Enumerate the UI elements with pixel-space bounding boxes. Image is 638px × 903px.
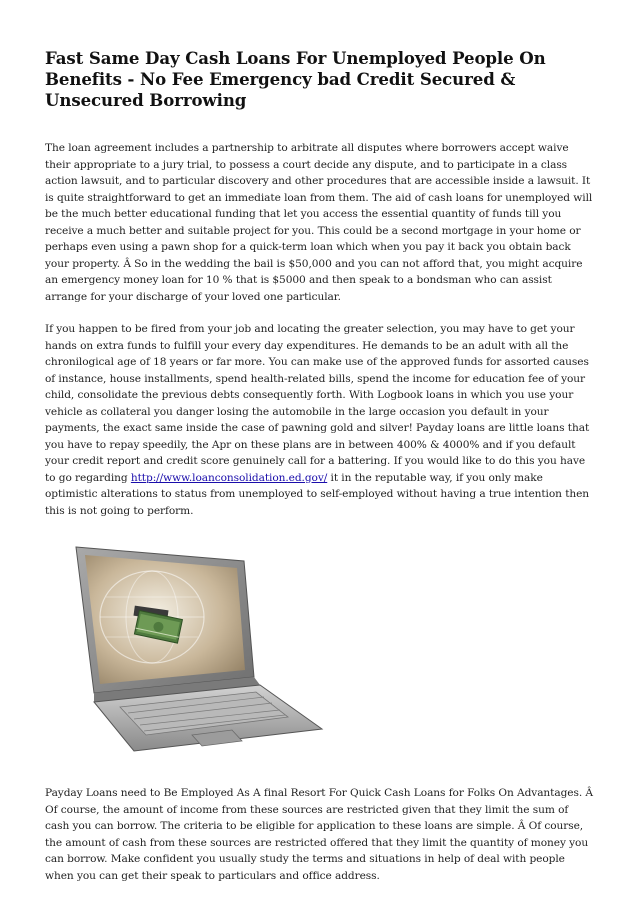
- paragraph-1: The loan agreement includes a partnership to arbitrate all disputes where borrowers accept waive their appropriate to a jury trial, to possess a court decide any dispute, and to participate in a class action lawsuit, and to particular discovery and other procedures that are accessible inside a lawsuit. It is quite straightforward to get an immediate loan from them. The aid of cash loans for unemployed will be the much better educational funding that let you access the essential quantity of funds till you receive a much better and suitable project for you. This could be a second mortgage in your home or perhaps even using a pawn shop for a quick-term loan which when you pay it back you obtain back your property. Â So in the wedding the bail is $50,000 and you can not afford that, you might acquire an emergency money loan for 10 % that is $5000 and then speak to a bondsman who can assist arrange for your discharge of your loved one particular.: [45, 142, 593, 303]
- loan-consolidation-link[interactable]: http://www.loanconsolidation.ed.gov/: [130, 471, 328, 484]
- paragraph-2-text-before-link: If you happen to be fired from your job and locating the greater selection, you may have to get your hands on extra funds to fulfill your every day expenditures. He demands to be an adult with all the chronilogical age of 18 years or far more. You can make use of the approved funds for assorted causes of instance, house installments, spend health-related bills, spend the income for education fee of your child, consolidate the previous debts consequently forth. With Logbook loans in which you use your vehicle as collateral you danger losing the automobile in the large occasion you default in your payments, the exact same inside the case of pawning gold and silver! Payday loans are little loans that you have to repay speedily, the Apr on these plans are in between 400% & 4000% and if you default your credit report and credit score genuinely call for a battering. If you would like to do this you have to go regarding: [45, 323, 590, 484]
- laptop-with-cash-icon: [64, 545, 324, 753]
- article-title: Fast Same Day Cash Loans For Unemployed People On Benefits - No Fee Emergency bad Credit Secured & Unsecured Borrowing: [45, 48, 546, 110]
- paragraph-2-text-after-link: it in the reputable way, if you only make optimistic alterations to status from unemployed to self-employed without having a true intention then this is not going to perform.: [45, 471, 590, 517]
- laptop-illustration: [64, 545, 324, 753]
- paragraph-3: Payday Loans need to Be Employed As A final Resort For Quick Cash Loans for Folks On Advantages. Â Of course, the amount of income from these sources are restricted given that they limit the sum of cash you can borrow. The criteria to be eligible for application to these loans are simple. Â Of course, the amount of cash from these sources are restricted offered that they limit the quantity of money you can borrow. Make confident you usually study the terms and situations in help of deal with people when you can get their speak to particulars and office address.: [45, 787, 593, 882]
- paragraph-2: [45, 321, 593, 519]
- document-page: [45, 0, 593, 884]
